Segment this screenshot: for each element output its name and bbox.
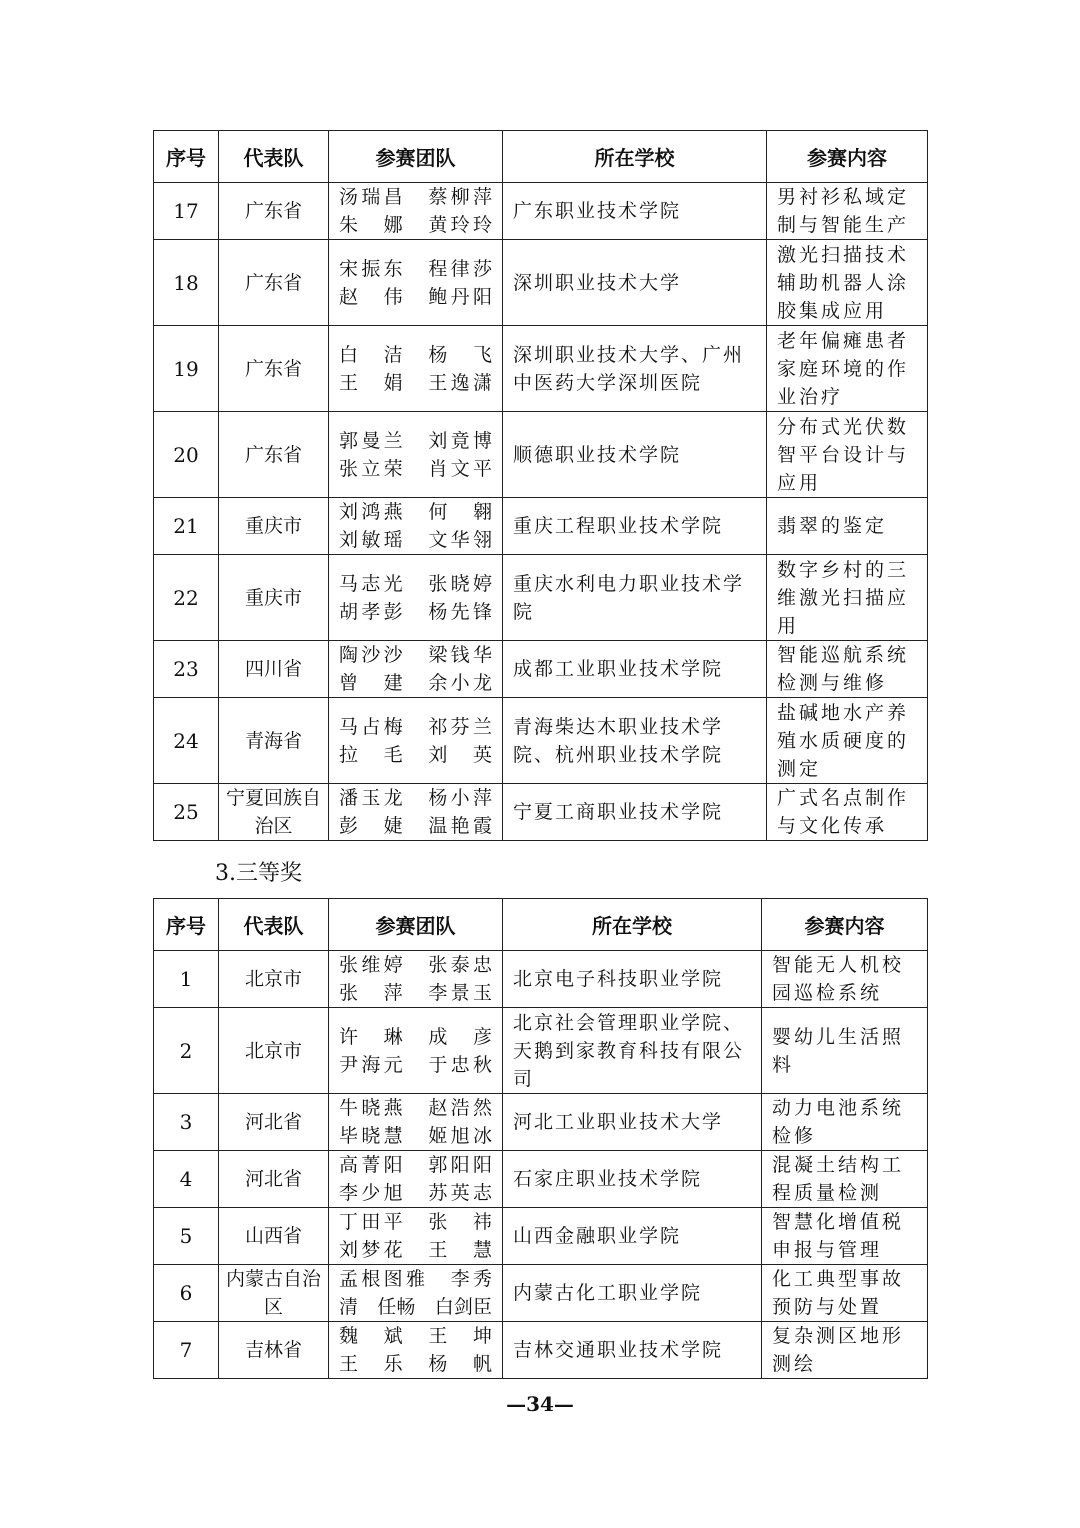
row-team: 广东省	[219, 326, 329, 412]
header-team: 代表队	[219, 899, 329, 951]
table-row	[154, 326, 928, 412]
row-team: 北京市	[219, 951, 329, 1008]
member-line: 王 乐 杨 帆	[339, 1353, 492, 1375]
table-header-row	[154, 899, 928, 951]
row-number: 17	[154, 183, 219, 240]
member-line: 拉 毛 刘 英	[339, 743, 492, 766]
table-row	[154, 240, 928, 326]
header-school: 所在学校	[503, 131, 767, 183]
row-team: 四川省	[219, 641, 329, 698]
row-members	[329, 183, 503, 240]
row-members	[329, 698, 503, 784]
row-school: 石家庄职业技术学院	[503, 1151, 762, 1208]
table-row	[154, 1208, 928, 1265]
row-school: 北京社会管理职业学院、天鹅到家教育科技有限公司	[503, 1008, 762, 1094]
row-school: 河北工业职业技术大学	[503, 1094, 762, 1151]
row-school: 重庆水利电力职业技术学院	[503, 555, 767, 641]
member-line: 高菁阳 郭阳阳	[339, 1154, 492, 1176]
table-row	[154, 412, 928, 498]
member-line: 潘玉龙 杨小萍	[339, 787, 492, 809]
member-line: 马占梅 祁芬兰	[339, 715, 492, 738]
row-team: 重庆市	[219, 555, 329, 641]
member-line: 刘梦花 王 慧	[339, 1239, 492, 1261]
table-row	[154, 1265, 928, 1322]
member-line: 清 任畅 白剑臣	[339, 1296, 492, 1318]
row-number: 18	[154, 240, 219, 326]
table-row	[154, 641, 928, 698]
row-content: 婴幼儿生活照料	[762, 1008, 928, 1094]
row-content: 激光扫描技术辅助机器人涂胶集成应用	[767, 240, 928, 326]
row-team: 青海省	[219, 698, 329, 784]
row-content: 老年偏瘫患者家庭环境的作业治疗	[767, 326, 928, 412]
member-line: 宋振东 程律莎	[339, 257, 492, 280]
member-line: 赵 伟 鲍丹阳	[339, 285, 492, 308]
row-school: 深圳职业技术大学、广州中医药大学深圳医院	[503, 326, 767, 412]
table-row	[154, 951, 928, 1008]
section-label-third-prize: 3.三等奖	[215, 861, 302, 886]
row-content: 智慧化增值税申报与管理	[762, 1208, 928, 1265]
table-row	[154, 1151, 928, 1208]
member-line: 张立荣 肖文平	[339, 457, 492, 480]
row-content: 数字乡村的三维激光扫描应用	[767, 555, 928, 641]
table-row	[154, 555, 928, 641]
award-table-third-prize	[153, 898, 928, 1379]
member-line: 朱 娜 黄玲玲	[339, 214, 492, 236]
row-content: 智能巡航系统检测与维修	[767, 641, 928, 698]
header-members: 参赛团队	[329, 131, 503, 183]
member-line: 张 萍 李景玉	[339, 982, 492, 1004]
member-line: 汤瑞昌 蔡柳萍	[339, 186, 492, 208]
member-line: 刘鸿燕 何 翱	[339, 501, 492, 523]
row-number: 21	[154, 498, 219, 555]
row-school: 山西金融职业学院	[503, 1208, 762, 1265]
row-content: 盐碱地水产养殖水质硬度的测定	[767, 698, 928, 784]
header-num: 序号	[154, 899, 219, 951]
row-members	[329, 412, 503, 498]
row-team: 河北省	[219, 1094, 329, 1151]
row-school: 成都工业职业技术学院	[503, 641, 767, 698]
member-line: 许 琳 成 彦	[339, 1025, 492, 1048]
row-number: 1	[154, 951, 219, 1008]
row-content: 智能无人机校园巡检系统	[762, 951, 928, 1008]
row-school: 深圳职业技术大学	[503, 240, 767, 326]
row-team: 广东省	[219, 240, 329, 326]
member-line: 马志光 张晓婷	[339, 572, 492, 595]
member-line: 王 娟 王逸潇	[339, 371, 492, 394]
row-number: 7	[154, 1322, 219, 1379]
table-row	[154, 498, 928, 555]
row-members	[329, 784, 503, 841]
table-body	[154, 951, 928, 1379]
row-members	[329, 326, 503, 412]
member-line: 李少旭 苏英志	[339, 1182, 492, 1204]
row-number: 5	[154, 1208, 219, 1265]
row-content: 复杂测区地形测绘	[762, 1322, 928, 1379]
row-number: 3	[154, 1094, 219, 1151]
row-number: 22	[154, 555, 219, 641]
table-header-row	[154, 131, 928, 183]
row-content: 化工典型事故预防与处置	[762, 1265, 928, 1322]
table-row	[154, 784, 928, 841]
row-school: 北京电子科技职业学院	[503, 951, 762, 1008]
row-number: 24	[154, 698, 219, 784]
member-line: 孟根图雅 李秀	[339, 1268, 492, 1290]
row-members	[329, 641, 503, 698]
row-members	[329, 240, 503, 326]
row-members	[329, 1151, 503, 1208]
table-row	[154, 183, 928, 240]
row-number: 2	[154, 1008, 219, 1094]
row-school: 广东职业技术学院	[503, 183, 767, 240]
row-team: 山西省	[219, 1208, 329, 1265]
row-team: 广东省	[219, 412, 329, 498]
row-number: 6	[154, 1265, 219, 1322]
row-number: 4	[154, 1151, 219, 1208]
row-school: 顺德职业技术学院	[503, 412, 767, 498]
row-number: 20	[154, 412, 219, 498]
row-team: 河北省	[219, 1151, 329, 1208]
member-line: 胡孝彭 杨先锋	[339, 600, 492, 623]
row-members	[329, 555, 503, 641]
row-content: 翡翠的鉴定	[767, 498, 928, 555]
member-line: 张维婷 张泰忠	[339, 954, 492, 976]
header-content: 参赛内容	[767, 131, 928, 183]
row-content: 混凝土结构工程质量检测	[762, 1151, 928, 1208]
member-line: 毕晓慧 姬旭冰	[339, 1125, 492, 1147]
header-team: 代表队	[219, 131, 329, 183]
row-content: 男衬衫私域定制与智能生产	[767, 183, 928, 240]
row-number: 23	[154, 641, 219, 698]
header-num: 序号	[154, 131, 219, 183]
table-row	[154, 1008, 928, 1094]
header-school: 所在学校	[503, 899, 762, 951]
table-row	[154, 1094, 928, 1151]
member-line: 尹海元 于忠秋	[339, 1053, 492, 1076]
row-school: 内蒙古化工职业学院	[503, 1265, 762, 1322]
member-line: 牛晓燕 赵浩然	[339, 1097, 492, 1119]
row-team: 宁夏回族自治区	[219, 784, 329, 841]
row-members	[329, 1265, 503, 1322]
row-team: 吉林省	[219, 1322, 329, 1379]
row-team: 内蒙古自治区	[219, 1265, 329, 1322]
row-members	[329, 1208, 503, 1265]
row-members	[329, 498, 503, 555]
member-line: 魏 斌 王 坤	[339, 1325, 492, 1347]
header-members: 参赛团队	[329, 899, 503, 951]
member-line: 陶沙沙 梁钱华	[339, 644, 492, 666]
member-line: 郭曼兰 刘竟博	[339, 429, 492, 452]
table-body	[154, 183, 928, 841]
row-school: 宁夏工商职业技术学院	[503, 784, 767, 841]
member-line: 刘敏瑶 文华翎	[339, 529, 492, 551]
row-members	[329, 951, 503, 1008]
row-team: 重庆市	[219, 498, 329, 555]
table-row	[154, 1322, 928, 1379]
row-members	[329, 1094, 503, 1151]
member-line: 曾 建 余小龙	[339, 672, 492, 694]
row-number: 25	[154, 784, 219, 841]
member-line: 白 洁 杨 飞	[339, 343, 492, 366]
row-members	[329, 1008, 503, 1094]
row-content: 分布式光伏数智平台设计与应用	[767, 412, 928, 498]
row-team: 北京市	[219, 1008, 329, 1094]
row-content: 动力电池系统检修	[762, 1094, 928, 1151]
row-members	[329, 1322, 503, 1379]
page-number: —34—	[506, 1392, 574, 1416]
row-school: 吉林交通职业技术学院	[503, 1322, 762, 1379]
header-content: 参赛内容	[762, 899, 928, 951]
row-school: 青海柴达木职业技术学院、杭州职业技术学院	[503, 698, 767, 784]
row-team: 广东省	[219, 183, 329, 240]
table-row	[154, 698, 928, 784]
row-school: 重庆工程职业技术学院	[503, 498, 767, 555]
row-number: 19	[154, 326, 219, 412]
member-line: 彭 婕 温艳霞	[339, 815, 492, 837]
member-line: 丁田平 张 祎	[339, 1211, 492, 1233]
award-table-second-prize	[153, 130, 928, 841]
row-content: 广式名点制作与文化传承	[767, 784, 928, 841]
